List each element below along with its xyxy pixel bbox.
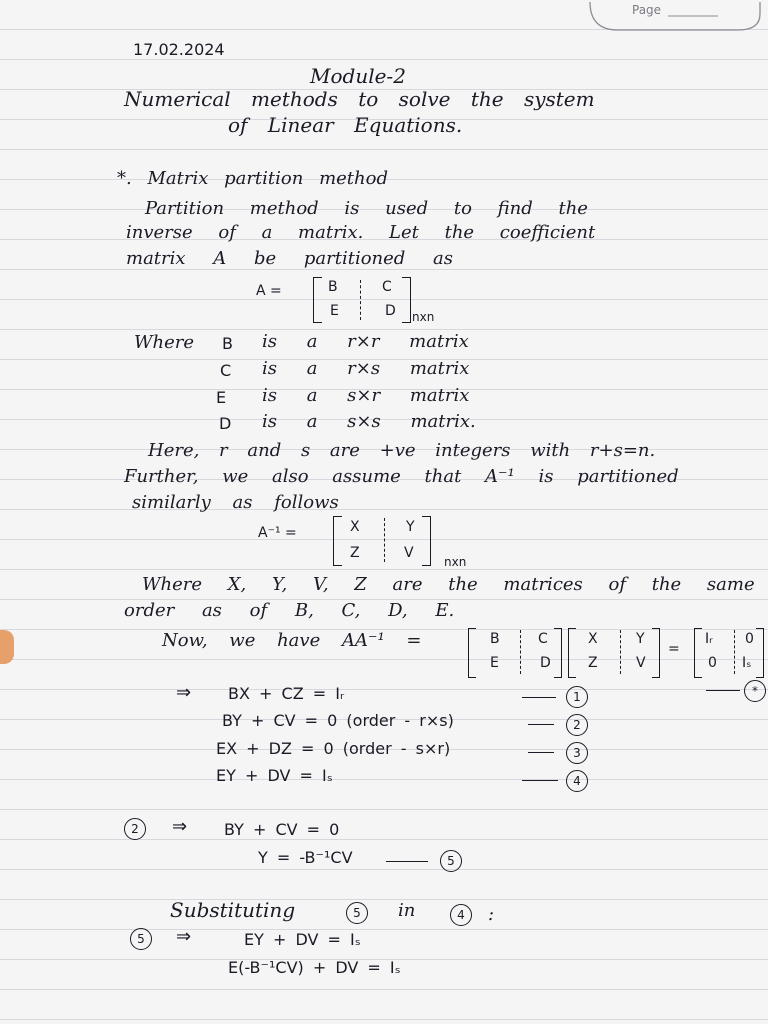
divider xyxy=(734,630,735,674)
matrix-ainv-lhs: A⁻¹ = xyxy=(258,525,297,541)
subst-colon: : xyxy=(488,904,495,925)
equation-3: EX + DZ = 0 (order - s×r) xyxy=(216,739,451,758)
matrix-cell: Iₛ xyxy=(742,655,752,671)
section-heading: *. Matrix partition method xyxy=(117,168,388,189)
matrix-ainv-cell: Z xyxy=(350,545,360,561)
module-title: Module-2 xyxy=(310,64,406,88)
equation-number-3: 3 xyxy=(566,742,588,764)
dim-text: is a s×r matrix xyxy=(262,385,470,406)
matrix-cell: Iᵣ xyxy=(705,631,713,647)
implies-arrow: ⇒ xyxy=(176,926,192,947)
matrix-ainv-subscript: nxn xyxy=(444,555,467,569)
para2-line-1: Here, r and s are +ve integers with r+s=n. xyxy=(148,440,656,461)
para-line-2: inverse of a matrix. Let the coefficient xyxy=(126,222,596,243)
equation-2: BY + CV = 0 (order - r×s) xyxy=(222,711,454,730)
matrix-cell: B xyxy=(490,631,500,647)
equation-dash xyxy=(386,861,428,862)
dim-symbol: E xyxy=(216,388,227,407)
bracket xyxy=(554,628,562,678)
step-ref-2: 2 xyxy=(124,818,146,840)
subst-ref-5: 5 xyxy=(346,902,368,924)
divider xyxy=(620,630,621,674)
dim-text: is a r×s matrix xyxy=(262,358,470,379)
step2-eq-1: BY + CV = 0 xyxy=(224,820,340,839)
para3-line-1: Where X, Y, V, Z are the matrices of the same xyxy=(142,574,755,595)
equation-dash xyxy=(522,780,558,781)
para2-line-2: Further, we also assume that A⁻¹ is partitioned xyxy=(124,466,679,487)
notebook-binding xyxy=(0,630,14,664)
matrix-ainv-left-bracket xyxy=(333,516,342,566)
now-text: Now, we have AA⁻¹ = xyxy=(162,630,422,651)
arrow-to-star xyxy=(706,690,740,691)
matrix-a-lhs: A = xyxy=(256,283,282,299)
matrix-ainv-cell: X xyxy=(350,519,360,535)
matrix-ainv-cell: V xyxy=(404,545,414,561)
subst-in-word: in xyxy=(398,900,416,921)
matrix-cell: C xyxy=(538,631,548,647)
bracket xyxy=(468,628,476,678)
equation-number-2: 2 xyxy=(566,714,588,736)
matrix-cell: D xyxy=(540,655,551,671)
subst-ref-4: 4 xyxy=(450,904,472,926)
title-line-1: Numerical methods to solve the system xyxy=(124,87,595,111)
para2-line-3: similarly as follows xyxy=(132,492,339,513)
divider xyxy=(520,630,521,674)
matrix-cell: Z xyxy=(588,655,598,671)
equation-1: BX + CZ = Iᵣ xyxy=(228,684,345,703)
matrix-ainv-cell: Y xyxy=(406,519,415,535)
matrix-cell: V xyxy=(636,655,646,671)
matrix-cell: 0 xyxy=(708,655,717,671)
dim-text: is a s×s matrix. xyxy=(262,411,476,432)
matrix-cell: X xyxy=(588,631,598,647)
implies-arrow: ⇒ xyxy=(176,682,192,703)
matrix-a-cell: E xyxy=(330,303,339,319)
para3-line-2: order as of B, C, D, E. xyxy=(124,600,455,621)
matrix-a-cell: C xyxy=(382,279,392,295)
dim-symbol: C xyxy=(220,361,232,380)
equation-number-5: 5 xyxy=(440,850,462,872)
equals-sign: = xyxy=(668,641,680,657)
para-line-3: matrix A be partitioned as xyxy=(126,248,454,269)
dim-text: is a r×r matrix xyxy=(262,331,469,352)
step-ref-5: 5 xyxy=(130,928,152,950)
page-number-box xyxy=(588,0,763,34)
title-line-2: of Linear Equations. xyxy=(228,113,463,137)
star-circle-marker: * xyxy=(744,680,766,702)
matrix-a-left-bracket xyxy=(313,277,322,323)
matrix-ainv-divider xyxy=(384,518,385,562)
substituting-word: Substituting xyxy=(170,898,296,922)
bracket xyxy=(694,628,702,678)
step5-eq-2: E(-B⁻¹CV) + DV = Iₛ xyxy=(228,958,401,977)
equation-number-4: 4 xyxy=(566,770,588,792)
equation-dash xyxy=(528,752,554,753)
equation-dash xyxy=(522,697,556,698)
matrix-a-cell: B xyxy=(328,279,338,295)
matrix-a-subscript: nxn xyxy=(412,310,435,324)
equation-4: EY + DV = Iₛ xyxy=(216,766,333,785)
dim-symbol: B xyxy=(222,334,233,353)
matrix-ainv-right-bracket xyxy=(422,516,431,566)
bracket xyxy=(652,628,660,678)
page-label: Page xyxy=(632,3,662,17)
matrix-cell: 0 xyxy=(745,631,754,647)
matrix-cell: Y xyxy=(636,631,645,647)
date: 17.02.2024 xyxy=(133,40,225,59)
matrix-a-cell: D xyxy=(385,303,396,319)
equation-dash xyxy=(528,724,554,725)
matrix-cell: E xyxy=(490,655,499,671)
equation-number-1: 1 xyxy=(566,686,588,708)
step2-eq-2: Y = -B⁻¹CV xyxy=(258,848,353,867)
matrix-a-divider xyxy=(360,280,361,320)
dim-symbol: D xyxy=(219,414,232,433)
bracket xyxy=(756,628,764,678)
where-label: Where xyxy=(134,332,195,353)
bracket xyxy=(568,628,576,678)
step5-eq-1: EY + DV = Iₛ xyxy=(244,930,361,949)
matrix-a-right-bracket xyxy=(402,277,411,323)
para-line-1: Partition method is used to find the xyxy=(145,198,588,219)
implies-arrow: ⇒ xyxy=(172,816,188,837)
